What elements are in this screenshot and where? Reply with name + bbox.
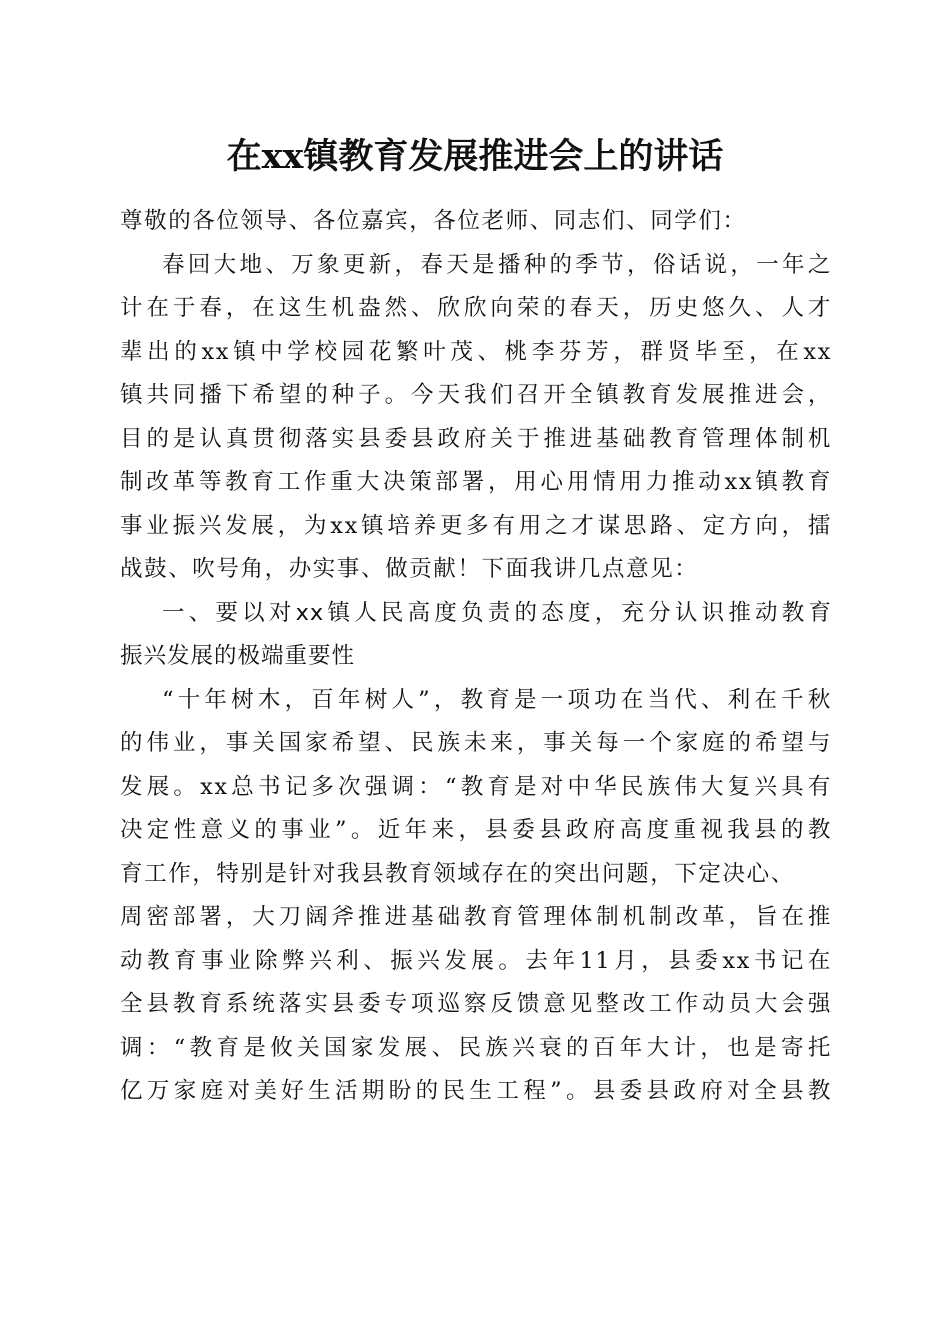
paragraph-line: 春回大地、万象更新，春天是播种的季节，俗话说，一年之: [162, 251, 832, 278]
section-heading-1: [120, 592, 832, 679]
paragraph-intro: [120, 244, 832, 592]
paragraph-line: 育工作，特别是针对我县教育领域存在的突出问题，下定决心、: [120, 860, 795, 887]
paragraph-line: 目的是认真贯彻落实县委县政府关于推进基础教育管理体制机: [120, 425, 832, 452]
salutation: 尊敬的各位领导、各位嘉宾，各位老师、同志们、同学们：: [120, 208, 747, 234]
heading-line: 振兴发展的极端重要性: [120, 643, 356, 669]
document-title: 在xx镇教育发展推进会上的讲话: [226, 136, 724, 177]
paragraph-line: 周密部署，大刀阔斧推进基础教育管理体制机制改革，旨在推: [120, 904, 832, 930]
paragraph-line: 计在于春，在这生机盎然、欣欣向荣的春天，历史悠久、人才: [120, 295, 832, 321]
paragraph-line: 辈出的xx镇中学校园花繁叶茂、桃李芬芳，群贤毕至，在xx: [120, 338, 832, 365]
paragraph-line: 决定性意义的事业”。近年来，县委县政府高度重视我县的教: [120, 817, 832, 843]
paragraph-line: “十年树木，百年树人”，教育是一项功在当代、利在千秋: [162, 686, 832, 713]
paragraph-line: 制改革等教育工作重大决策部署，用心用情用力推动xx镇教育: [120, 469, 832, 495]
paragraph-line: 镇共同播下希望的种子。今天我们召开全镇教育发展推进会，: [120, 382, 832, 408]
document-body: [120, 200, 832, 1114]
paragraph-line: 全县教育系统落实县委专项巡察反馈意见整改工作动员大会强: [120, 991, 832, 1017]
paragraph-line: 动教育事业除弊兴利、振兴发展。去年11月，县委xx书记在: [120, 947, 832, 974]
paragraph-line: 亿万家庭对美好生活期盼的民生工程”。县委县政府对全县教: [120, 1078, 832, 1104]
paragraph-line: 发展。xx总书记多次强调：“教育是对中华民族伟大复兴具有: [120, 773, 832, 800]
paragraph-line: 战鼓、吹号角，办实事、做贡献！下面我讲几点意见：: [120, 556, 699, 582]
paragraph-section-1: [120, 679, 832, 1114]
heading-line: 一、要以对xx镇人民高度负责的态度，充分认识推动教育: [162, 599, 832, 626]
paragraph-line: 调：“教育是攸关国家发展、民族兴衰的百年大计，也是寄托: [120, 1034, 832, 1061]
paragraph-line: 的伟业，事关国家希望、民族未来，事关每一个家庭的希望与: [120, 730, 832, 756]
paragraph-line: 事业振兴发展，为xx镇培养更多有用之才谋思路、定方向，擂: [120, 512, 832, 539]
